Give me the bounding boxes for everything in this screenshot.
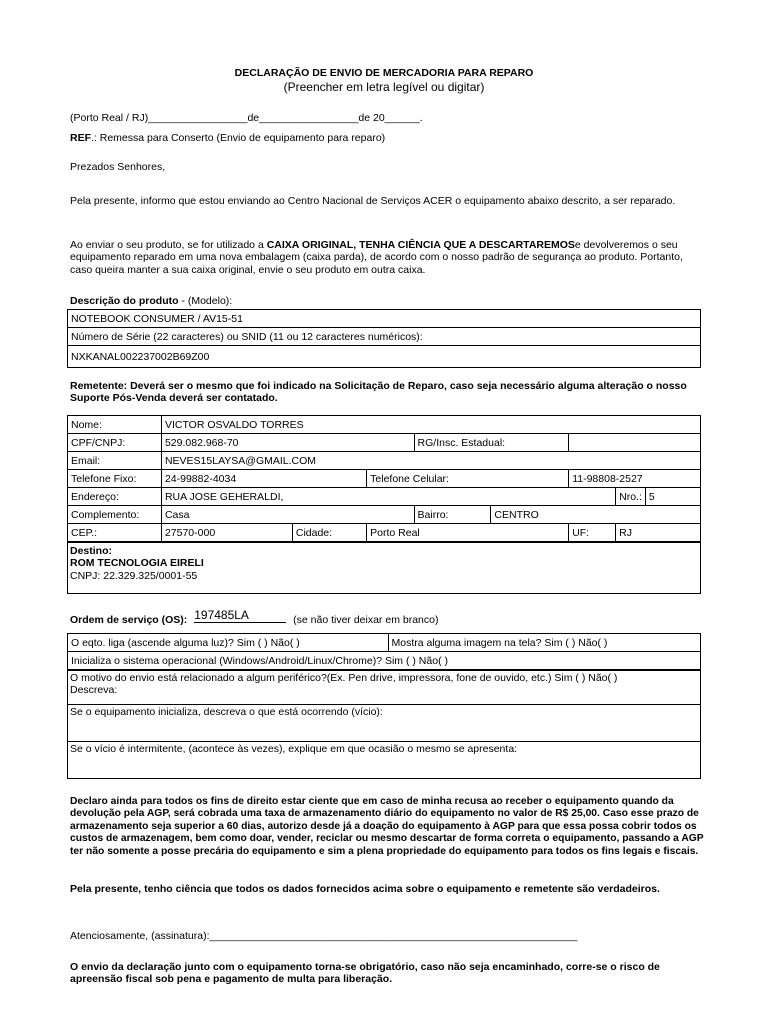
product-label [70, 295, 232, 307]
question-image[interactable]: Mostra alguma imagem na tela? Sim ( ) Não( ) [388, 634, 701, 652]
product-model[interactable]: NOTEBOOK CONSUMER / AV15-51 [68, 310, 701, 328]
packaging-pre: Ao enviar o seu produto, se for utilizado a [70, 239, 267, 251]
name-value[interactable]: VICTOR OSVALDO TORRES [161, 416, 700, 434]
declaration-paragraph: Declaro ainda para todos os fins de direito estar ciente que em caso de minha recusa ao receber o equipamento quando da devolução pela AGP, será cobrada uma taxa de armazenamento diário do equipamento no valor de R$ 25,00. Caso esse prazo de armazenamento seja superior a 60 dias, autorizo desde já a doação do equipamento à AGP para que essa possa cobrir todos os custos de armazenagem, bem como doar, vender, reciclar ou mesmo descartar de forma correta o equipamento, passando a AGP ter não somente a posse precária do equipamento e sim a plena propriedade do equipamento para todos os fins legais e fiscais. [70, 796, 704, 857]
phone-label: Telefone Fixo: [68, 470, 162, 488]
district-label: Bairro: [414, 506, 491, 524]
document-subtitle: (Preencher em letra legível ou digitar) [283, 80, 485, 94]
uf-label: UF: [569, 524, 616, 542]
city-label: Cidade: [292, 524, 366, 542]
cep-value[interactable]: 27570-000 [161, 524, 292, 542]
question-power[interactable]: O eqto. liga (ascende alguma luz)? Sim ( ) Não( ) [68, 634, 389, 652]
product-label-rest: - (Modelo): [178, 295, 233, 307]
question-intermittent-text: Se o vício é intermitente, (acontece às vezes), explique em que ocasião o mesmo se apresenta: [70, 743, 518, 755]
document-title: DECLARAÇÃO DE ENVIO DE MERCADORIA PARA REPARO [234, 67, 534, 79]
question-peripheral[interactable] [67, 670, 701, 705]
date-line: (Porto Real / RJ)_________________de_________________de 20______. [70, 112, 423, 124]
product-table [67, 309, 701, 368]
number-value[interactable]: 5 [645, 488, 700, 506]
intro-paragraph: Pela presente, informo que estou enviando ao Centro Nacional de Serviços ACER o equipamento abaixo descrito, a ser reparado. [70, 195, 676, 207]
question-os[interactable]: Inicializa o sistema operacional (Windows/Android/Linux/Chrome)? Sim ( ) Não( ) [68, 652, 701, 670]
sender-table [67, 415, 701, 542]
complement-value[interactable]: Casa [161, 506, 414, 524]
question-peripheral-text: O motivo do envio está relacionado a algum periférico?(Ex. Pen drive, impressora, fone de ouvido, etc.) Sim ( ) Não( ) [70, 672, 618, 684]
question-defect-text: Se o equipamento inicializa, descreva o que está ocorrendo (vício): [70, 706, 383, 718]
questions-table [67, 633, 701, 670]
cep-label: CEP.: [68, 524, 162, 542]
question-intermittent[interactable] [67, 741, 701, 779]
uf-value[interactable]: RJ [616, 524, 701, 542]
question-defect[interactable] [67, 704, 701, 742]
rg-value[interactable] [569, 434, 701, 452]
service-order-label: Ordem de serviço (OS): [70, 614, 188, 626]
number-label: Nro.: [616, 488, 646, 506]
destination-label: Destino: [70, 545, 112, 557]
service-order-hint: (se não tiver deixar em branco) [293, 614, 439, 626]
sender-note: Remetente: Deverá ser o mesmo que foi indicado na Solicitação de Reparo, caso seja necessário alguma alteração o nosso Suporte Pós-Venda deverá ser contatado. [70, 380, 687, 405]
service-order-line [70, 608, 439, 627]
destination-box [67, 542, 701, 594]
rg-label: RG/Insc. Estadual: [414, 434, 569, 452]
serial-label: Número de Série (22 caracteres) ou SNID (11 ou 12 caracteres numéricos): [68, 328, 701, 346]
reference-line [70, 132, 385, 144]
address-value[interactable]: RUA JOSE GEHERALDI, [161, 488, 615, 506]
packaging-paragraph [70, 239, 702, 276]
email-value[interactable]: NEVES15LAYSA@GMAIL.COM [161, 452, 700, 470]
service-order-value[interactable]: 197485LA [194, 608, 286, 623]
cpf-label: CPF/CNPJ: [68, 434, 162, 452]
question-peripheral-describe: Descreva: [70, 684, 118, 697]
packaging-post: e devolveremos o seu equipamento reparado em uma nova embalagem (caixa parda), de acordo com o nosso padrão de segurança ao produto. Portanto, caso queira manter a sua caixa original, envie o seu produto em outra caixa. [70, 239, 683, 276]
district-value[interactable]: CENTRO [491, 506, 701, 524]
packaging-bold: CAIXA ORIGINAL, TENHA CIÊNCIA QUE A DESCARTAREMOS [266, 239, 575, 251]
truth-statement: Pela presente, tenho ciência que todos os dados fornecidos acima sobre o equipamento e remetente são verdadeiros. [70, 883, 660, 895]
footer-note: O envio da declaração junto com o equipamento torna-se obrigatório, caso não seja encaminhado, corre-se o risco de apreensão fiscal sob pena e pagamento de multa para liberação. [70, 961, 660, 986]
greeting: Prezados Senhores, [70, 161, 166, 173]
product-label-bold: Descrição do produto [70, 295, 179, 307]
destination-cnpj: CNPJ: 22.329.325/0001-55 [70, 569, 198, 582]
ref-text: .: Remessa para Conserto (Envio de equipamento para reparo) [91, 132, 386, 144]
complement-label: Complemento: [68, 506, 162, 524]
cpf-value[interactable]: 529.082.968-70 [161, 434, 414, 452]
cell-label: Telefone Celular: [367, 470, 569, 488]
phone-value[interactable]: 24-99882-4034 [161, 470, 366, 488]
destination-company: ROM TECNOLOGIA EIRELI [70, 557, 204, 570]
city-value[interactable]: Porto Real [367, 524, 569, 542]
signature-line[interactable]: Atenciosamente, (assinatura):_______________________________________________________________ [70, 930, 578, 942]
cell-value[interactable]: 11-98808-2527 [569, 470, 701, 488]
serial-number[interactable]: NXKANAL002237002B69Z00 [68, 346, 701, 368]
name-label: Nome: [68, 416, 162, 434]
ref-label: REF [70, 132, 91, 144]
address-label: Endereço: [68, 488, 162, 506]
email-label: Email: [68, 452, 162, 470]
